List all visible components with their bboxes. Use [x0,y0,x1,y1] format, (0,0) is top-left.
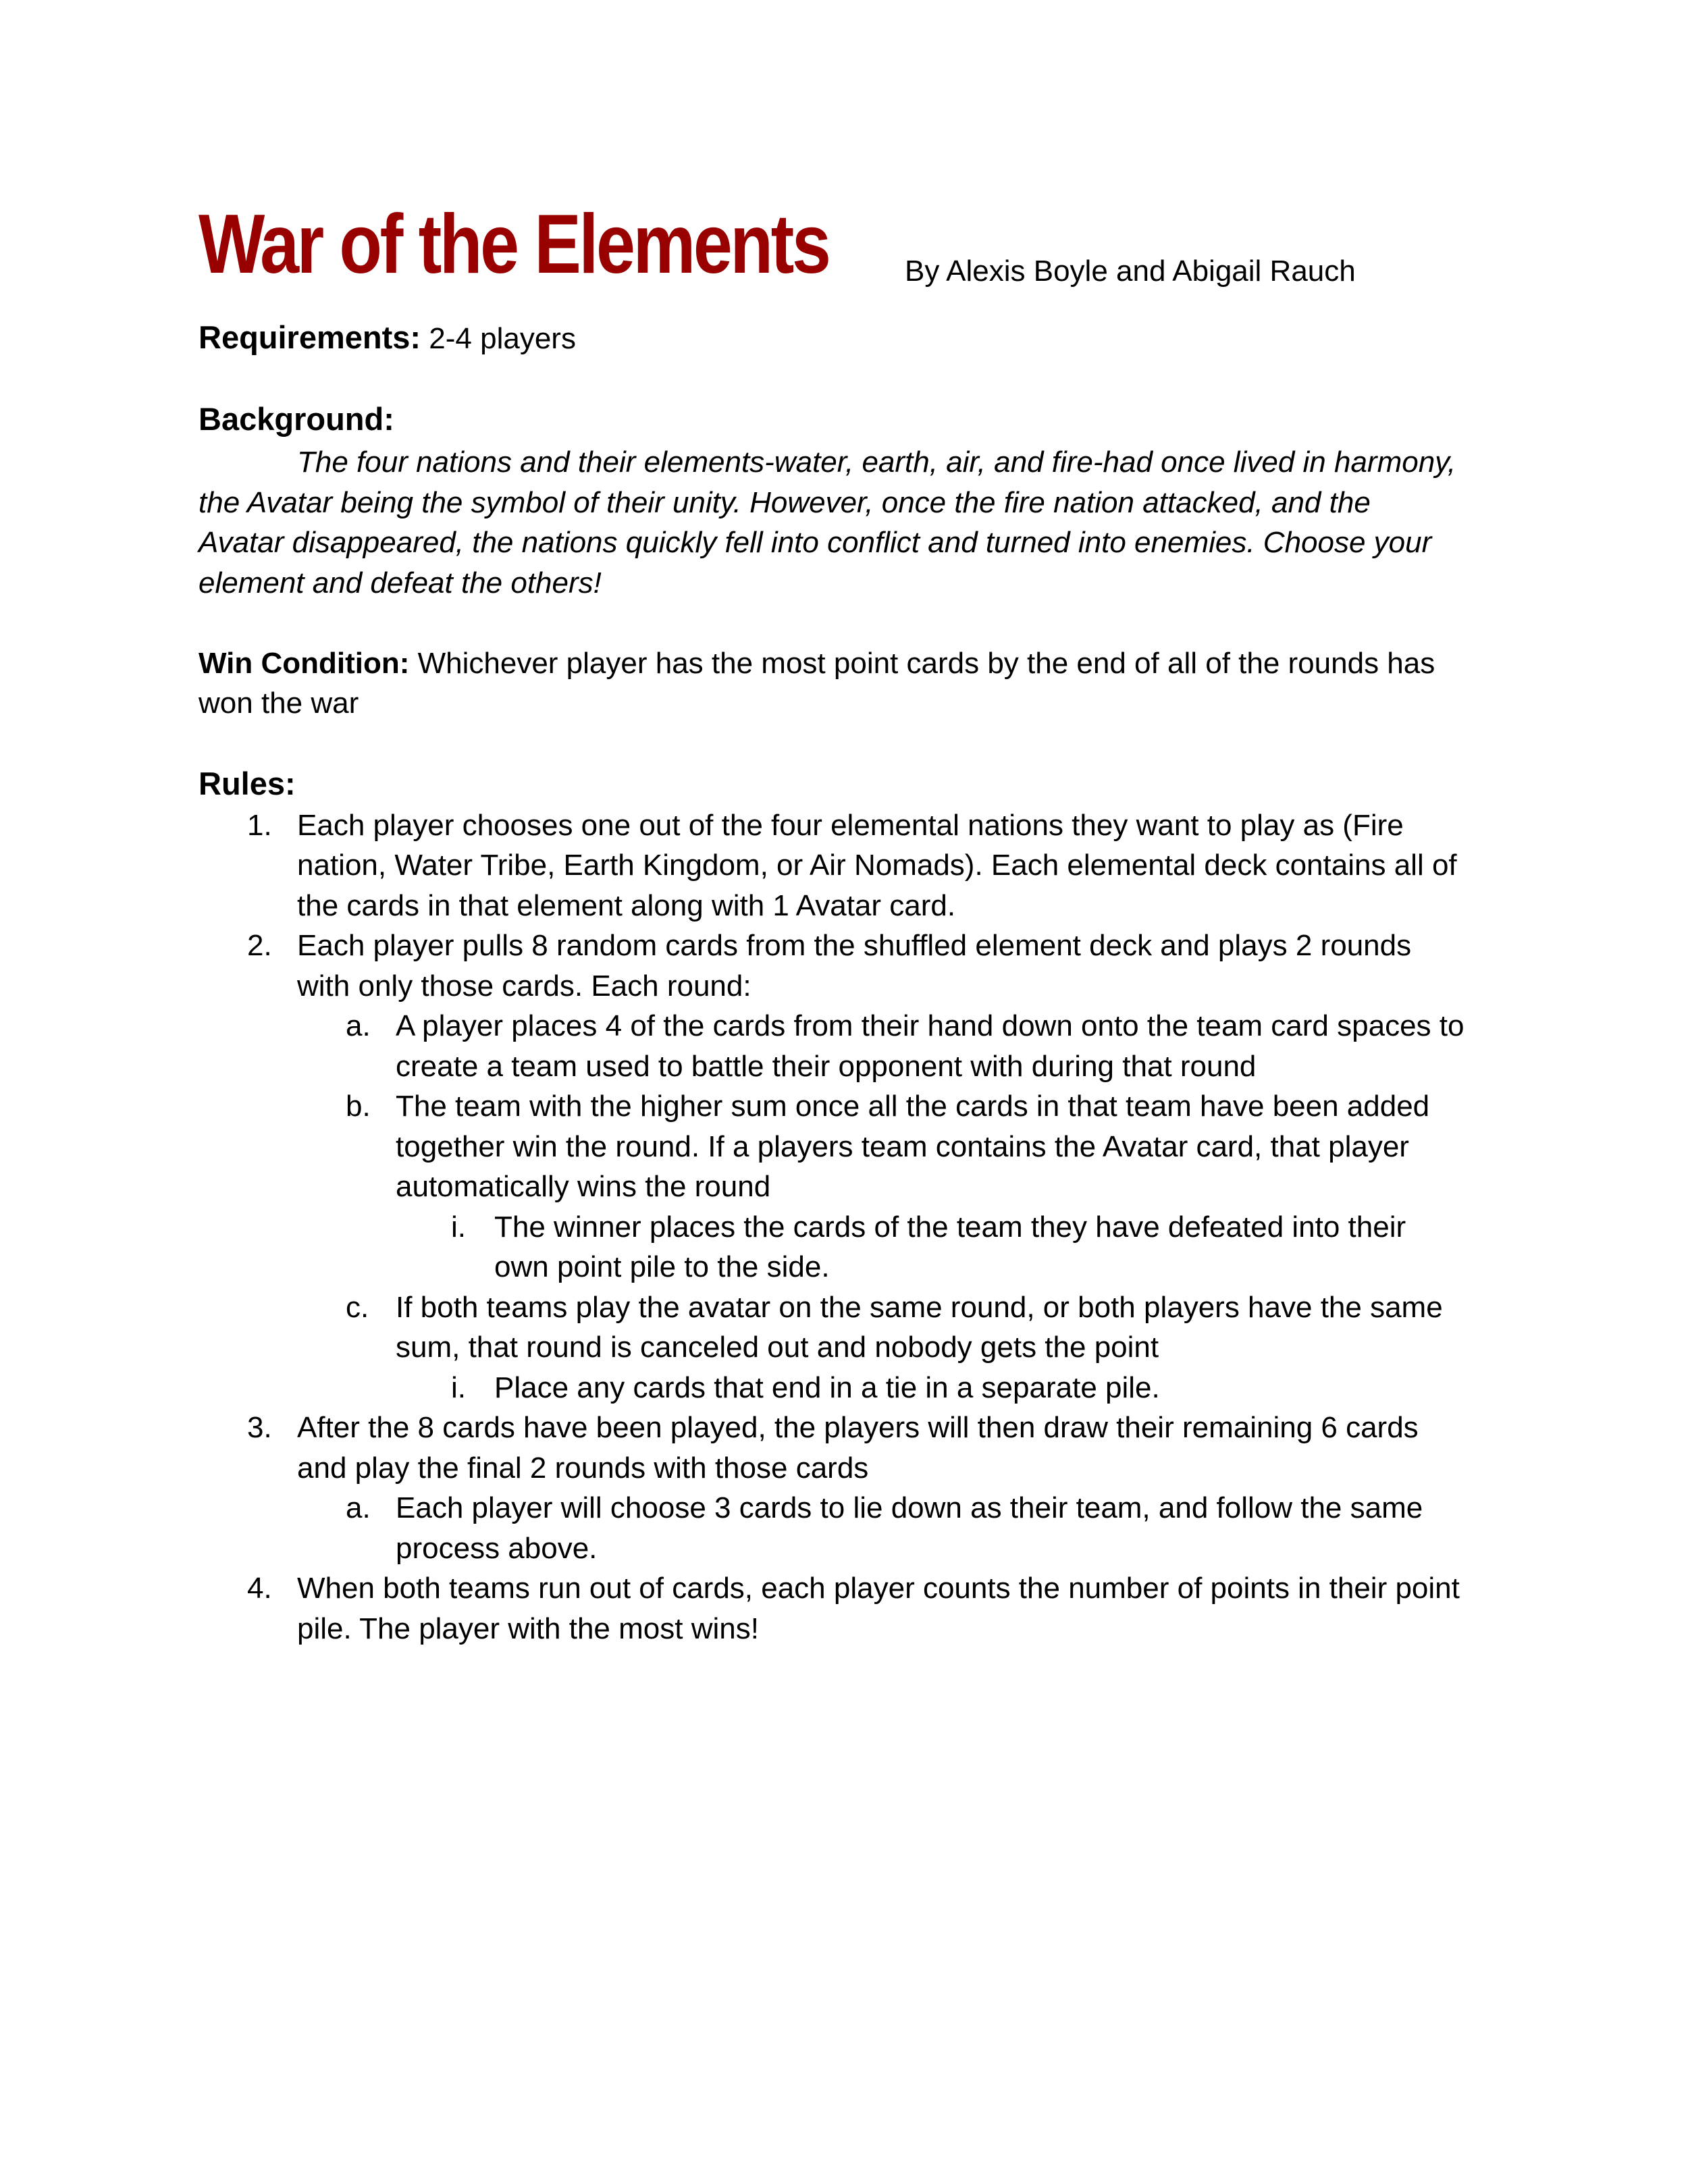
list-item: with only those cards. Each round: [297,969,751,1003]
list-item: The winner places the cards of the team they have defeated into their [494,1210,1406,1244]
list-item: The team with the higher sum once all the cards in that team have been added [396,1090,1430,1123]
list-marker: 1. [247,809,272,842]
list-item: pile. The player with the most wins! [297,1612,759,1645]
win-condition-line-2: won the war [199,687,359,720]
list-item: create a team used to battle their opponent with during that round [396,1050,1257,1083]
background-line: Avatar disappeared, the nations quickly fell into conflict and turned into enemies. Choose your [199,526,1432,559]
background-line: element and defeat the others! [199,566,602,600]
list-marker: a. [346,1491,371,1524]
list-item: Each player chooses one out of the four elemental nations they want to play as (Fire [297,809,1404,842]
list-item: and play the final 2 rounds with those cards [297,1451,869,1485]
list-item: Each player pulls 8 random cards from the shuffled element deck and plays 2 rounds [297,929,1412,962]
win-condition-label: Win Condition: [199,647,410,680]
background-line: the Avatar being the symbol of their unity. However, once the fire nation attacked, and the [199,486,1371,519]
background-heading: Background: [199,401,394,437]
requirements-line [199,317,576,359]
byline: By Alexis Boyle and Abigail Rauch [905,255,1356,288]
list-item: own point pile to the side. [494,1250,830,1283]
list-item: Each player will choose 3 cards to lie down as their team, and follow the same [396,1491,1423,1524]
list-item: sum, that round is canceled out and nobody gets the point [396,1331,1159,1364]
background-line: The four nations and their elements-water, earth, air, and fire-had once lived in harmony, [297,446,1456,479]
rules-heading: Rules: [199,766,296,801]
list-item: nation, Water Tribe, Earth Kingdom, or Air Nomads). Each elemental deck contains all of [297,849,1457,882]
requirements-label: Requirements: [199,319,421,355]
list-marker: i. [451,1210,466,1244]
list-marker: 2. [247,929,272,962]
list-item: When both teams run out of cards, each player counts the number of points in their point [297,1572,1460,1605]
list-marker: b. [346,1090,371,1123]
list-marker: i. [451,1371,466,1404]
win-condition-line [199,643,1435,684]
list-item: Place any cards that end in a tie in a separate pile. [494,1371,1160,1404]
list-item: After the 8 cards have been played, the players will then draw their remaining 6 cards [297,1411,1419,1444]
list-item: process above. [396,1532,598,1565]
document-title: War of the Elements [199,198,829,291]
list-item: automatically wins the round [396,1170,771,1203]
list-marker: c. [346,1291,369,1324]
list-marker: a. [346,1009,371,1042]
list-marker: 4. [247,1572,272,1605]
requirements-value: 2-4 players [421,322,576,355]
list-marker: 3. [247,1411,272,1444]
list-item: the cards in that element along with 1 Avatar card. [297,889,956,922]
list-item: If both teams play the avatar on the same round, or both players have the same [396,1291,1443,1324]
list-item: together win the round. If a players team contains the Avatar card, that player [396,1130,1409,1163]
title-line [199,198,949,291]
list-item: A player places 4 of the cards from their hand down onto the team card spaces to [396,1009,1465,1042]
win-condition-text: Whichever player has the most point cards by the end of all of the rounds has [409,647,1435,680]
